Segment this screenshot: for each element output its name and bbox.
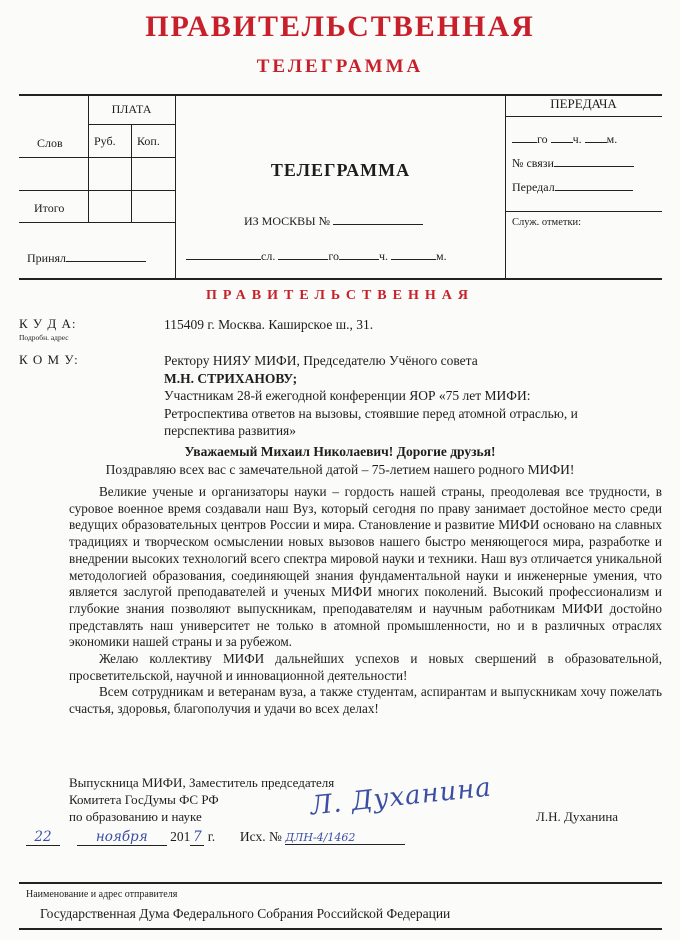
komu-line: перспектива развития» bbox=[164, 423, 297, 438]
band-title: ПРАВИТЕЛЬСТВЕННАЯ bbox=[206, 288, 474, 303]
signatory-line: Комитета ГосДумы ФС РФ bbox=[69, 792, 219, 807]
peredal-field: Передал bbox=[512, 178, 633, 195]
slov-label: Слов bbox=[37, 136, 63, 150]
kuda-value: 115409 г. Москва. Каширское ш., 31. bbox=[164, 317, 374, 332]
center-title: ТЕЛЕГРАММА bbox=[270, 160, 411, 180]
date-year-digit: 7 bbox=[190, 829, 204, 846]
komu-line: Участникам 28-й ежегодной конференции ЯОР «75 лет МИФИ: bbox=[164, 388, 531, 403]
komu-line: Ретроспектива ответов на вызовы, стоявшие перед атомной отраслью, и bbox=[164, 405, 578, 421]
komu-value bbox=[164, 352, 578, 440]
header-subtitle: ТЕЛЕГРАММА bbox=[256, 56, 424, 77]
paragraph: Великие ученые и организаторы науки – гордость нашей страны, преодолевая все трудности, в суровое военное время создавали наш Вуз, который сегодня по праву занимает достойное место среди ведущих образовательных центров России и мира. Становление и развитие МИФИ основано на славных традициях и творческом осмыслении новых вызовов нашего быстро меняющегося мира, разработке и внедрении высоких технологий всего спектра мировой науки и техники. Наш вуз отличается уникальной методологией образования, соединяющей знания фундаментальной науки и инженерные умения, что является заслугой преподавателей и ученых МИФИ многих поколений. Высокий профессионализм и глубокие знания позволяют выпускникам, преподавателям и научным работникам МИФИ достойно представлять наш университет не только в атомной промышленности, но и в различных отраслях экономики нашей страны и за рубежом. bbox=[69, 484, 662, 650]
svyazi-field: № связи bbox=[512, 154, 634, 171]
signatory-name: Л.Н. Духанина bbox=[536, 809, 619, 824]
peredacha-time: го ч. м. bbox=[512, 130, 617, 147]
peredacha-label: ПЕРЕДАЧА bbox=[550, 96, 617, 111]
letter-body bbox=[69, 484, 662, 718]
sender-value: Государственная Дума Федерального Собрания Российской Федерации bbox=[40, 906, 451, 921]
rub-label: Руб. bbox=[94, 134, 116, 148]
date-year-prefix: 201 bbox=[170, 829, 191, 844]
header-title: ПРАВИТЕЛЬСТВЕННАЯ bbox=[145, 10, 535, 43]
komu-line: Ректору НИЯУ МИФИ, Председателю Учёного совета bbox=[164, 353, 478, 368]
kuda-label: К У Д А: bbox=[19, 316, 77, 331]
prinyal-label: Принял bbox=[27, 249, 146, 266]
itogo-label: Итого bbox=[34, 201, 65, 215]
date-day: 22 bbox=[26, 829, 60, 846]
from-moscow: ИЗ МОСКВЫ № bbox=[244, 212, 423, 229]
plata-label: ПЛАТА bbox=[111, 102, 152, 116]
signatory-line: Выпускница МИФИ, Заместитель председателя bbox=[69, 775, 335, 790]
kuda-sublabel: Подробн. адрес bbox=[19, 333, 69, 342]
sluzh-label: Служ. отметки: bbox=[512, 217, 582, 228]
date-line bbox=[26, 829, 405, 846]
paragraph: Всем сотрудникам и ветеранам вуза, а также студентам, аспирантам и выпускникам хочу пожелать счастья, здоровья, благополучия и удачи во всех делах! bbox=[69, 684, 662, 717]
kop-label: Коп. bbox=[137, 134, 160, 148]
date-suffix: г. bbox=[207, 829, 216, 844]
komu-label: К О М У: bbox=[19, 352, 79, 367]
handwritten-signature: Л. Духанина bbox=[308, 772, 494, 822]
signatory-line: по образованию и науке bbox=[69, 809, 202, 824]
intro-line: Поздравляю всех вас с замечательной датой – 75-летием нашего родного МИФИ! bbox=[105, 462, 575, 477]
greeting: Уважаемый Михаил Николаевич! Дорогие друзья! bbox=[184, 444, 496, 459]
date-month: ноября bbox=[77, 829, 167, 846]
sender-label: Наименование и адрес отправителя bbox=[26, 889, 178, 900]
ref-label: Исх. № bbox=[239, 829, 282, 844]
komu-line: М.Н. СТРИХАНОВУ; bbox=[164, 370, 298, 386]
paragraph: Желаю коллективу МИФИ дальнейших успехов и новых свершений в образовательной, просветительской, научной и инновационной деятельности! bbox=[69, 651, 662, 683]
signatory-title bbox=[69, 774, 334, 825]
ref-value: ДЛН-4/1462 bbox=[285, 831, 405, 845]
sent-line: сл. го ч. м. bbox=[186, 247, 447, 264]
